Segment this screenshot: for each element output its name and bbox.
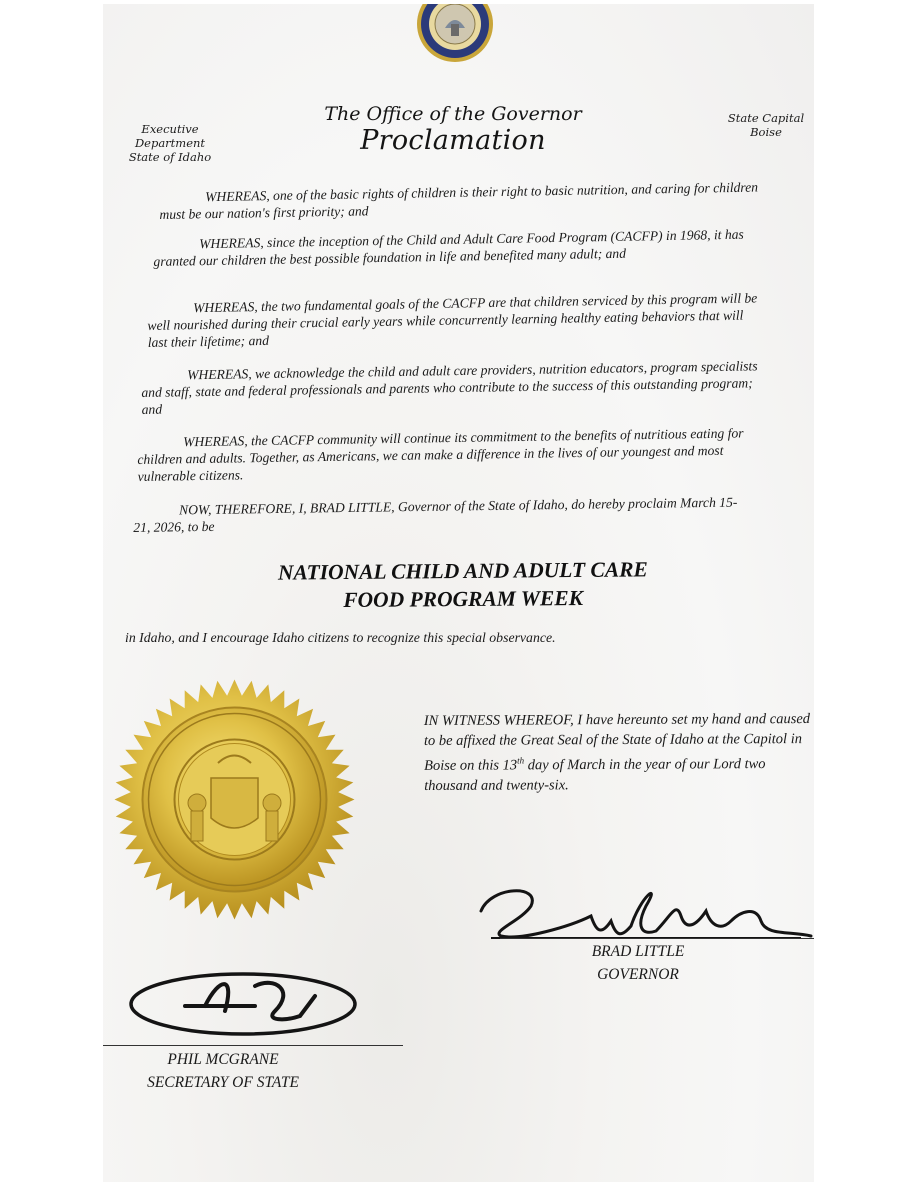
governor-name: BRAD LITTLE: [591, 943, 685, 960]
state-seal-icon: [415, 4, 495, 64]
whereas-paragraph: WHEREAS, the two fundamental goals of the CACFP are that children serviced by this program will be well nourished during their crucial early years while concurrently learning healthy eating behaviors that will last their lifetime; and: [147, 290, 758, 350]
whereas-paragraph: WHEREAS, we acknowledge the child and adult care providers, nutrition educators, program specialists and staff, state and federal professionals and parents who contribute to the success of this outstanding program; and: [141, 358, 758, 417]
governor-block: [563, 940, 713, 986]
whereas-paragraph: WHEREAS, since the inception of the Child and Adult Care Food Program (CACFP) in 1968, it has granted our children the best possible foundation in life and benefited many adult; and: [153, 226, 744, 269]
governor-signature-line: [500, 938, 814, 939]
whereas-paragraph: WHEREAS, one of the basic rights of children is their right to basic nutrition, and caring for children must be our nation's first priority; and: [159, 179, 759, 222]
secretary-title: SECRETARY OF STATE: [147, 1074, 299, 1091]
proclaim-paragraph: NOW, THEREFORE, I, BRAD LITTLE, Governor of the State of Idaho, do hereby proclaim March 15-21, 2026, to be: [133, 494, 738, 535]
secretary-signature-line: [103, 1045, 403, 1046]
secretary-signature: [125, 966, 365, 1046]
secretary-name: PHIL MCGRANE: [167, 1051, 279, 1068]
gold-seal-icon: [113, 678, 356, 921]
governor-title: GOVERNOR: [597, 966, 679, 983]
proclamation-document: [103, 4, 814, 1182]
office-heading: The Office of the Governor: [324, 103, 582, 125]
executive-department-label: Executive Department State of Idaho: [128, 122, 212, 164]
witness-statement: IN WITNESS WHEREOF, I have hereunto set my hand and caused to be affixed the Great Seal of the State of Idaho at the Capitol in Boise on this 13th day of March in the year of our Lord two thousand and twenty-six.: [423, 711, 811, 794]
state-capital-label: State Capital Boise: [727, 111, 805, 139]
closing-statement: in Idaho, and I encourage Idaho citizens to recognize this special observance.: [125, 630, 556, 645]
proclamation-title: Proclamation: [360, 125, 546, 156]
secretary-block: [123, 1048, 323, 1094]
whereas-paragraph: WHEREAS, the CACFP community will continue its commitment to the benefits of nutritious eating for children and adults. Together, as Americans, we can make a difference in the lives of our youngest and most vulnerable citizens.: [137, 425, 744, 484]
observance-title: NATIONAL CHILD AND ADULT CARE FOOD PROGRAM WEEK: [277, 557, 648, 613]
